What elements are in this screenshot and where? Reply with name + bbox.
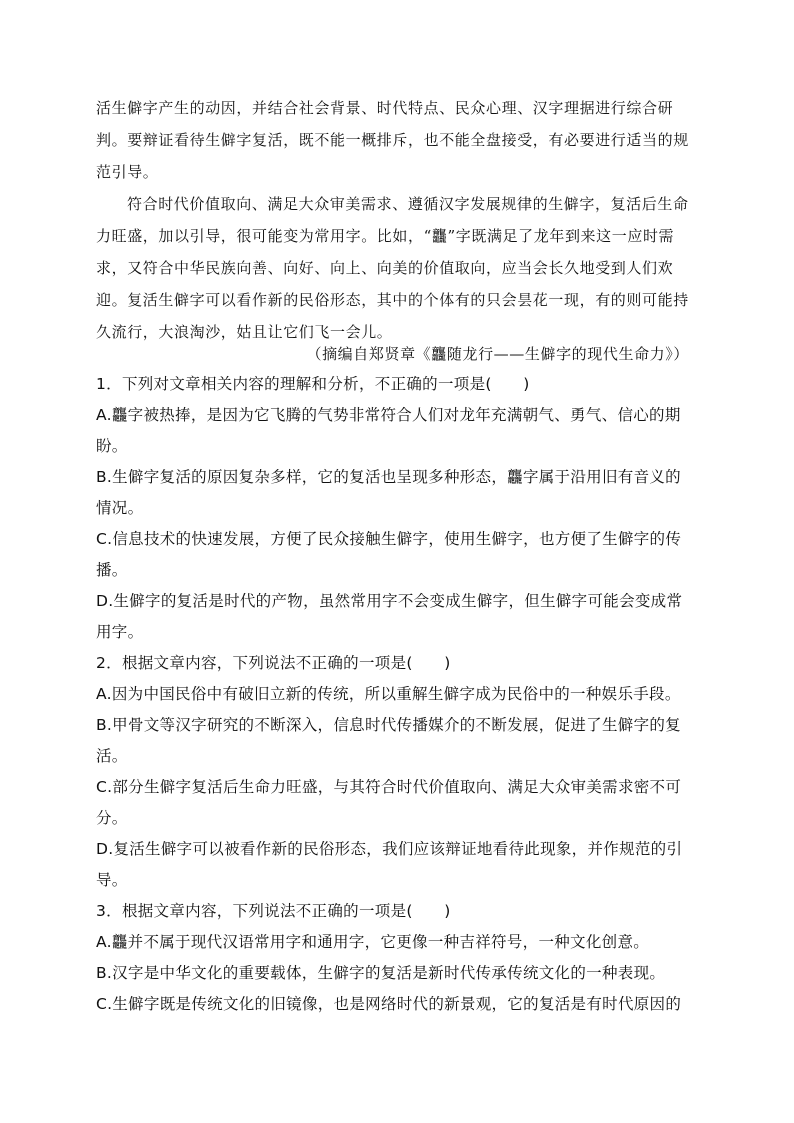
question-2 [96, 648, 694, 896]
passage-paragraph-1: 活生僻字产生的动因，并结合社会背景、时代特点、民众心理、汉字理据进行综合研判。要辩证看待生僻字复活，既不能一概排斥，也不能全盘接受，有必要进行适当的规范引导。 [96, 99, 689, 181]
option-d: D.复活生僻字可以被看作新的民俗形态，我们应该辩证地看待此现象，并作规范的引导。 [96, 840, 683, 889]
question-stem: 1．下列对文章相关内容的理解和分析，不正确的一项是( ) [96, 375, 530, 393]
option-c: C.生僻字既是传统文化的旧镜像，也是网络时代的新景观，它的复活是有时代原因的 [96, 995, 682, 1013]
option-b: B.汉字是中华文化的重要载体，生僻字的复活是新时代传承传统文化的一种表现。 [96, 964, 666, 982]
option-a: A.龘字被热捧，是因为它飞腾的气势非常符合人们对龙年充满朝气、勇气、信心的期盼。 [96, 406, 681, 455]
passage-source: （摘编自郑贤章《龘随龙行——生僻字的现代生命力》） [306, 345, 689, 363]
question-stem: 3．根据文章内容，下列说法不正确的一项是( ) [96, 902, 451, 920]
question-stem: 2．根据文章内容，下列说法不正确的一项是( ) [96, 654, 451, 672]
question-3 [96, 896, 694, 1020]
question-1 [96, 369, 694, 648]
question-list [96, 369, 694, 1020]
option-a: A.因为中国民俗中有破旧立新的传统，所以重解生僻字成为民俗中的一种娱乐手段。 [96, 685, 681, 703]
option-b: B.生僻字复活的原因复杂多样，它的复活也呈现多种形态，龘字属于沿用旧有音义的情况。 [96, 468, 681, 517]
option-c: C.信息技术的快速发展，方便了民众接触生僻字，使用生僻字，也方便了生僻字的传播。 [96, 530, 682, 579]
option-b: B.甲骨文等汉字研究的不断深入，信息时代传播媒介的不断发展，促进了生僻字的复活。 [96, 716, 681, 765]
passage-paragraph-2: 符合时代价值取向、满足大众审美需求、遵循汉字发展规律的生僻字，复活后生命力旺盛，加以引导，很可能变为常用字。比如，“龘”字既满足了龙年到来这一应时需求，又符合中华民族向善、向好、向上、向美的价值取向，应当会长久地受到人们欢迎。复活生僻字可以看作新的民俗形态，其中的个体有的只会昙花一现，有的则可能持久流行，大浪淘沙，姑且让它们飞一会儿。 [96, 195, 689, 341]
option-c: C.部分生僻字复活后生命力旺盛，与其符合时代价值取向、满足大众审美需求密不可分。 [96, 778, 682, 827]
option-d: D.生僻字的复活是时代的产物，虽然常用字不会变成生僻字，但生僻字可能会变成常用字。 [96, 592, 683, 641]
option-a: A.龘并不属于现代汉语常用字和通用字，它更像一种吉祥符号，一种文化创意。 [96, 933, 650, 951]
